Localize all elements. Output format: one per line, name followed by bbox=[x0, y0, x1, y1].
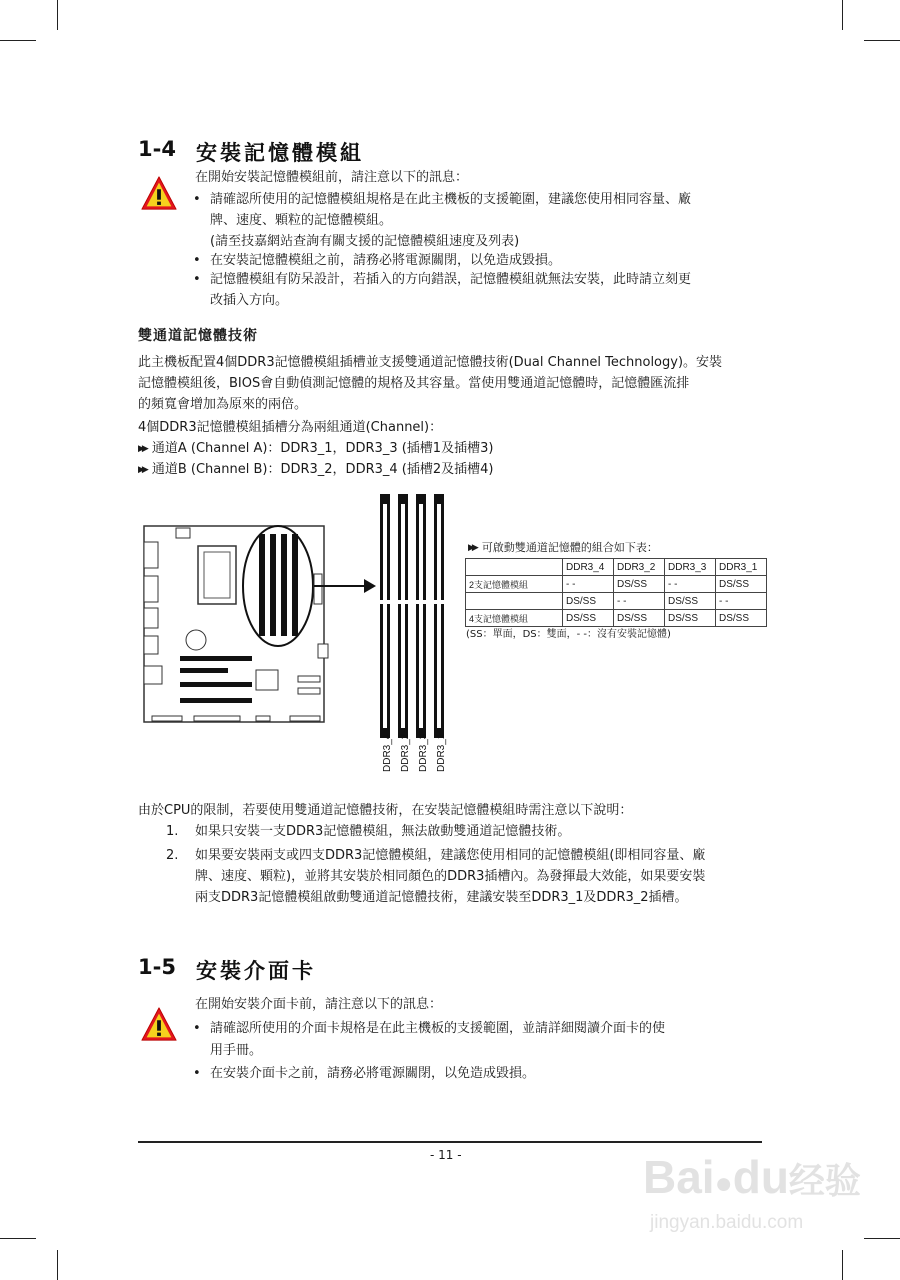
section-title: 安裝介面卡 bbox=[196, 959, 316, 983]
table-header: DDR3_3 bbox=[665, 559, 716, 576]
paragraph-line: 記憶體模組後，BIOS會自動偵測記憶體的規格及其容量。當使用雙通道記憶體時，記憶體匯流排 bbox=[138, 376, 690, 391]
slot-label: DDR3_2 bbox=[400, 733, 411, 772]
table-cell bbox=[466, 559, 563, 576]
list-item: 如果要安裝兩支或四支DDR3記憶體模組，建議您使用相同的記憶體模組(即相同容量、廠 bbox=[195, 848, 706, 863]
channel-a-line bbox=[138, 438, 493, 460]
watermark-url: jingyan.baidu.com bbox=[650, 1212, 804, 1233]
slot-label: DDR3_4 bbox=[382, 733, 393, 772]
paw-icon: ● bbox=[714, 1167, 733, 1200]
ddr3-slot bbox=[434, 494, 444, 738]
section-number: 1-5 bbox=[138, 955, 176, 979]
warning-icon bbox=[140, 1006, 178, 1044]
table-row bbox=[466, 593, 767, 610]
combo-legend: (SS：單面，DS：雙面，- -：沒有安裝記憶體) bbox=[466, 629, 671, 640]
table-cell: 4支記憶體模組 bbox=[466, 610, 563, 627]
ddr3-slot bbox=[398, 494, 408, 738]
combo-table bbox=[465, 558, 767, 627]
bullet-text: • 請確認所使用的介面卡規格是在此主機板的支援範圍，並請詳細閱讀介面卡的使 bbox=[210, 1018, 665, 1039]
channel-a-text: 通道A (Channel A)：DDR3_1，DDR3_3 (插槽1及插槽3) bbox=[151, 441, 494, 456]
combo-caption-text: 可啟動雙通道記憶體的組合如下表： bbox=[481, 541, 658, 554]
ddr3-slot bbox=[416, 494, 426, 738]
crop-mark bbox=[842, 1250, 843, 1280]
crop-mark bbox=[0, 1238, 36, 1239]
paragraph-line: 此主機板配置4個DDR3記憶體模組插槽並支援雙通道記憶體技術(Dual Channel Technology)。安裝 bbox=[138, 355, 723, 370]
bullet-text: 牌、速度、顆粒的記憶體模組。 bbox=[210, 213, 393, 228]
watermark-brand2: du bbox=[732, 1151, 789, 1203]
table-row bbox=[466, 610, 767, 627]
footer-rule bbox=[138, 1141, 762, 1143]
table-cell: DS/SS bbox=[614, 576, 665, 593]
paragraph-line: 的頻寬會增加為原來的兩倍。 bbox=[138, 397, 308, 412]
table-cell: - - bbox=[716, 593, 767, 610]
table-cell: DS/SS bbox=[665, 610, 716, 627]
crop-mark bbox=[864, 1238, 900, 1239]
section-intro: 在開始安裝記憶體模組前，請注意以下的訊息： bbox=[195, 170, 469, 185]
combo-caption bbox=[468, 537, 658, 559]
crop-mark bbox=[842, 0, 843, 30]
crop-mark bbox=[57, 1250, 58, 1280]
board-dimm bbox=[281, 534, 287, 636]
table-header: DDR3_2 bbox=[614, 559, 665, 576]
bullet-text: 改插入方向。 bbox=[210, 293, 289, 308]
table-cell: DS/SS bbox=[563, 610, 614, 627]
table-cell: DS/SS bbox=[563, 593, 614, 610]
bullet-text: 用手冊。 bbox=[210, 1043, 263, 1058]
list-number: 1. bbox=[166, 824, 179, 839]
ddr3-slot bbox=[380, 494, 390, 738]
cpu-note-intro: 由於CPU的限制，若要使用雙通道記憶體技術，在安裝記憶體模組時需注意以下說明： bbox=[138, 803, 633, 818]
page-number: - 11 - bbox=[430, 1148, 462, 1162]
channel-b-text: 通道B (Channel B)：DDR3_2，DDR3_4 (插槽2及插槽4) bbox=[151, 462, 494, 477]
table-cell: 2支記憶體模組 bbox=[466, 576, 563, 593]
table-cell bbox=[466, 593, 563, 610]
bullet-text: • 在安裝介面卡之前，請務必將電源關閉，以免造成毀損。 bbox=[210, 1063, 535, 1084]
table-row bbox=[466, 559, 767, 576]
bullet-text: (請至技嘉網站查詢有關支援的記憶體模組速度及列表) bbox=[210, 234, 520, 249]
warning-icon bbox=[140, 175, 178, 213]
table-cell: DS/SS bbox=[614, 610, 665, 627]
crop-mark bbox=[0, 40, 36, 41]
board-dimm bbox=[270, 534, 276, 636]
table-header: DDR3_4 bbox=[563, 559, 614, 576]
bullet-text: • 在安裝記憶體模組之前，請務必將電源關閉，以免造成毀損。 bbox=[210, 250, 561, 271]
channel-b-line bbox=[138, 459, 493, 481]
watermark-logo bbox=[643, 1152, 861, 1209]
table-row bbox=[466, 576, 767, 593]
slot-label: DDR3_1 bbox=[436, 733, 447, 772]
paragraph-line: 4個DDR3記憶體模組插槽分為兩組通道(Channel)： bbox=[138, 420, 443, 435]
slot-label: DDR3_3 bbox=[418, 733, 429, 772]
section-number: 1-4 bbox=[138, 137, 176, 161]
list-item: 如果只安裝一支DDR3記憶體模組，無法啟動雙通道記憶體技術。 bbox=[195, 824, 571, 839]
crop-mark bbox=[57, 0, 58, 30]
motherboard-diagram bbox=[140, 490, 470, 780]
list-number: 2. bbox=[166, 848, 179, 863]
sub-heading: 雙通道記憶體技術 bbox=[138, 328, 258, 344]
double-arrow-icon: ▶▶ bbox=[138, 444, 146, 454]
list-item: 兩支DDR3記憶體模組啟動雙通道記憶體技術，建議安裝至DDR3_1及DDR3_2插槽。 bbox=[195, 890, 688, 905]
double-arrow-icon: ▶▶ bbox=[468, 543, 476, 553]
crop-mark bbox=[864, 40, 900, 41]
board-dimm bbox=[292, 534, 298, 636]
watermark-brand: Bai bbox=[643, 1151, 715, 1203]
board-dimm bbox=[259, 534, 265, 636]
table-cell: - - bbox=[563, 576, 614, 593]
section-title: 安裝記憶體模組 bbox=[196, 141, 364, 165]
table-cell: - - bbox=[665, 576, 716, 593]
double-arrow-icon: ▶▶ bbox=[138, 465, 146, 475]
table-cell: - - bbox=[614, 593, 665, 610]
table-header: DDR3_1 bbox=[716, 559, 767, 576]
bullet-text: • 記憶體模組有防呆設計，若插入的方向錯誤，記憶體模組就無法安裝，此時請立刻更 bbox=[210, 269, 691, 290]
section-intro: 在開始安裝介面卡前，請注意以下的訊息： bbox=[195, 997, 443, 1012]
list-item: 牌、速度、顆粒)，並將其安裝於相同顏色的DDR3插槽內。為發揮最大效能，如果要安裝 bbox=[195, 869, 706, 884]
table-cell: DS/SS bbox=[665, 593, 716, 610]
watermark-cn: 经验 bbox=[788, 1160, 861, 1201]
table-cell: DS/SS bbox=[716, 610, 767, 627]
bullet-text: • 請確認所使用的記憶體模組規格是在此主機板的支援範圍，建議您使用相同容量、廠 bbox=[210, 189, 691, 210]
table-cell: DS/SS bbox=[716, 576, 767, 593]
